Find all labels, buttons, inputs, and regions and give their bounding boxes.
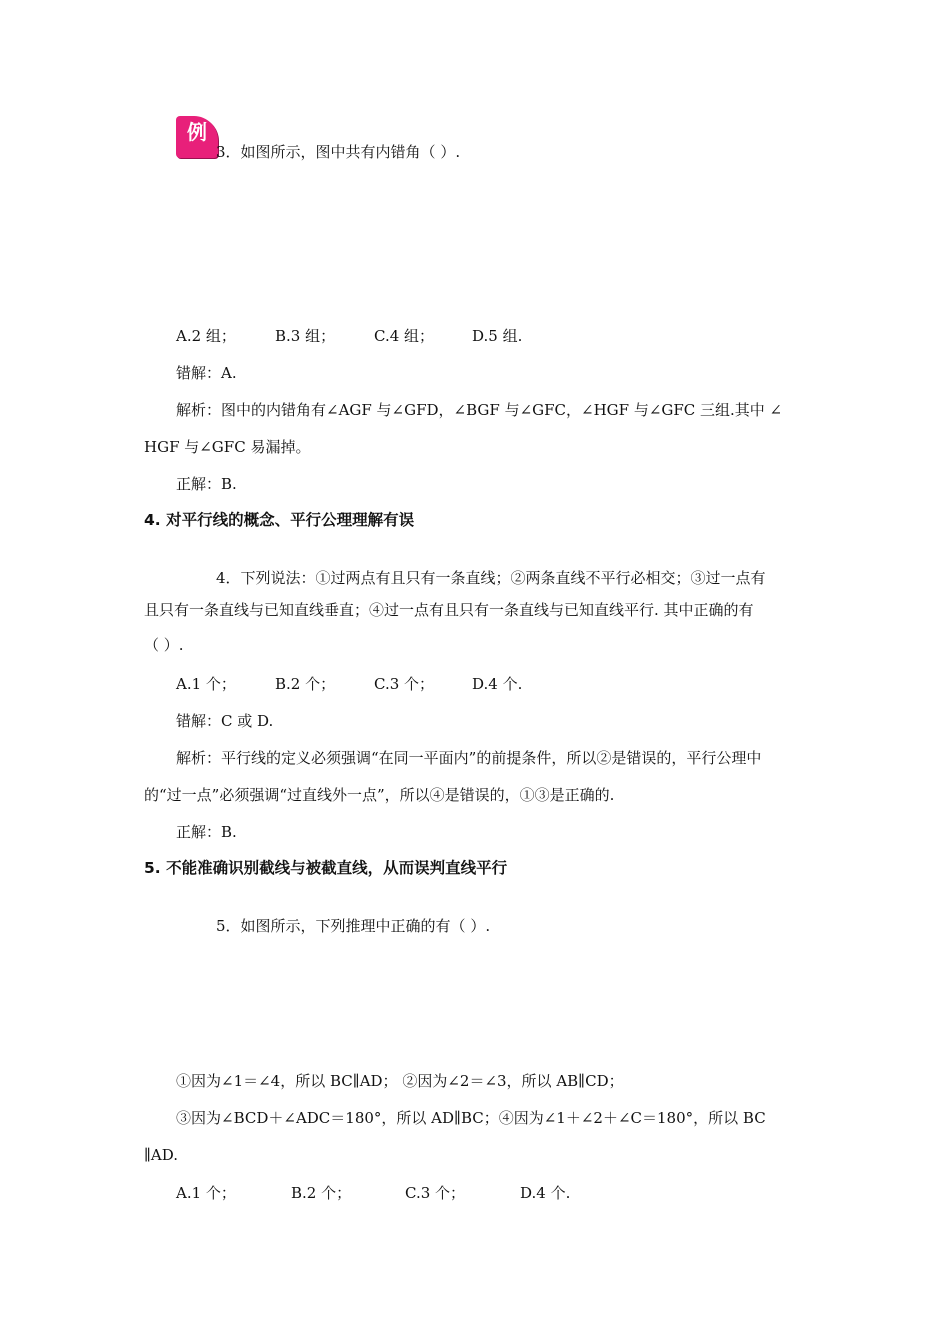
q5-option-a: A.1 个； bbox=[176, 1184, 236, 1202]
q3-stem: 3．如图所示，图中共有内错角（ ）. bbox=[216, 143, 461, 161]
q5-statement-line-1: ①因为∠1＝∠4，所以 BC∥AD； ②因为∠2＝∠3，所以 AB∥CD； bbox=[176, 1072, 624, 1090]
q3-wrong-answer: 错解：A. bbox=[176, 364, 237, 382]
q5-option-c: C.3 个； bbox=[405, 1184, 466, 1202]
q5-statement-line-3: ∥AD. bbox=[144, 1146, 179, 1164]
example-badge-icon bbox=[176, 116, 218, 158]
section-4-heading: 4. 对平行线的概念、平行公理理解有误 bbox=[144, 511, 415, 529]
q3-option-a: A.2 组； bbox=[176, 327, 236, 345]
q5-option-b: B.2 个； bbox=[291, 1184, 352, 1202]
q4-analysis-line-2: 的“过一点”必须强调“过直线外一点”，所以④是错误的，①③是正确的. bbox=[144, 786, 615, 804]
q5-option-d: D.4 个. bbox=[520, 1184, 571, 1202]
q4-option-c: C.3 个； bbox=[374, 675, 435, 693]
q4-option-d: D.4 个. bbox=[472, 675, 523, 693]
q4-stem-line-2: 且只有一条直线与已知直线垂直；④过一点有且只有一条直线与已知直线平行. 其中正确的有 bbox=[144, 601, 754, 619]
q3-option-d: D.5 组. bbox=[472, 327, 523, 345]
q4-analysis-line-1: 解析：平行线的定义必须强调“在同一平面内”的前提条件，所以②是错误的，平行公理中 bbox=[176, 749, 762, 767]
q4-option-b: B.2 个； bbox=[275, 675, 336, 693]
q4-correct-answer: 正解：B. bbox=[176, 823, 237, 841]
q5-stem: 5．如图所示，下列推理中正确的有（ ）. bbox=[216, 917, 491, 935]
q3-correct-answer: 正解：B. bbox=[176, 475, 237, 493]
q4-stem-line-1: 4．下列说法：①过两点有且只有一条直线；②两条直线不平行必相交；③过一点有 bbox=[216, 569, 766, 587]
q5-statement-line-2: ③因为∠BCD＋∠ADC＝180°，所以 AD∥BC；④因为∠1＋∠2＋∠C＝180°，所以 BC bbox=[176, 1109, 766, 1127]
q4-wrong-answer: 错解：C 或 D. bbox=[176, 712, 274, 730]
example-badge-label: 例 bbox=[187, 120, 207, 144]
q4-option-a: A.1 个； bbox=[176, 675, 236, 693]
q3-option-c: C.4 组； bbox=[374, 327, 435, 345]
section-5-heading: 5. 不能准确识别截线与被截直线，从而误判直线平行 bbox=[144, 859, 508, 877]
q3-analysis-line-1: 解析：图中的内错角有∠AGF 与∠GFD，∠BGF 与∠GFC，∠HGF 与∠GFC 三组.其中 ∠ bbox=[176, 401, 783, 419]
q4-stem-line-3: （ ）. bbox=[144, 636, 184, 654]
q3-option-b: B.3 组； bbox=[275, 327, 336, 345]
q3-analysis-line-2: HGF 与∠GFC 易漏掉。 bbox=[144, 438, 311, 456]
